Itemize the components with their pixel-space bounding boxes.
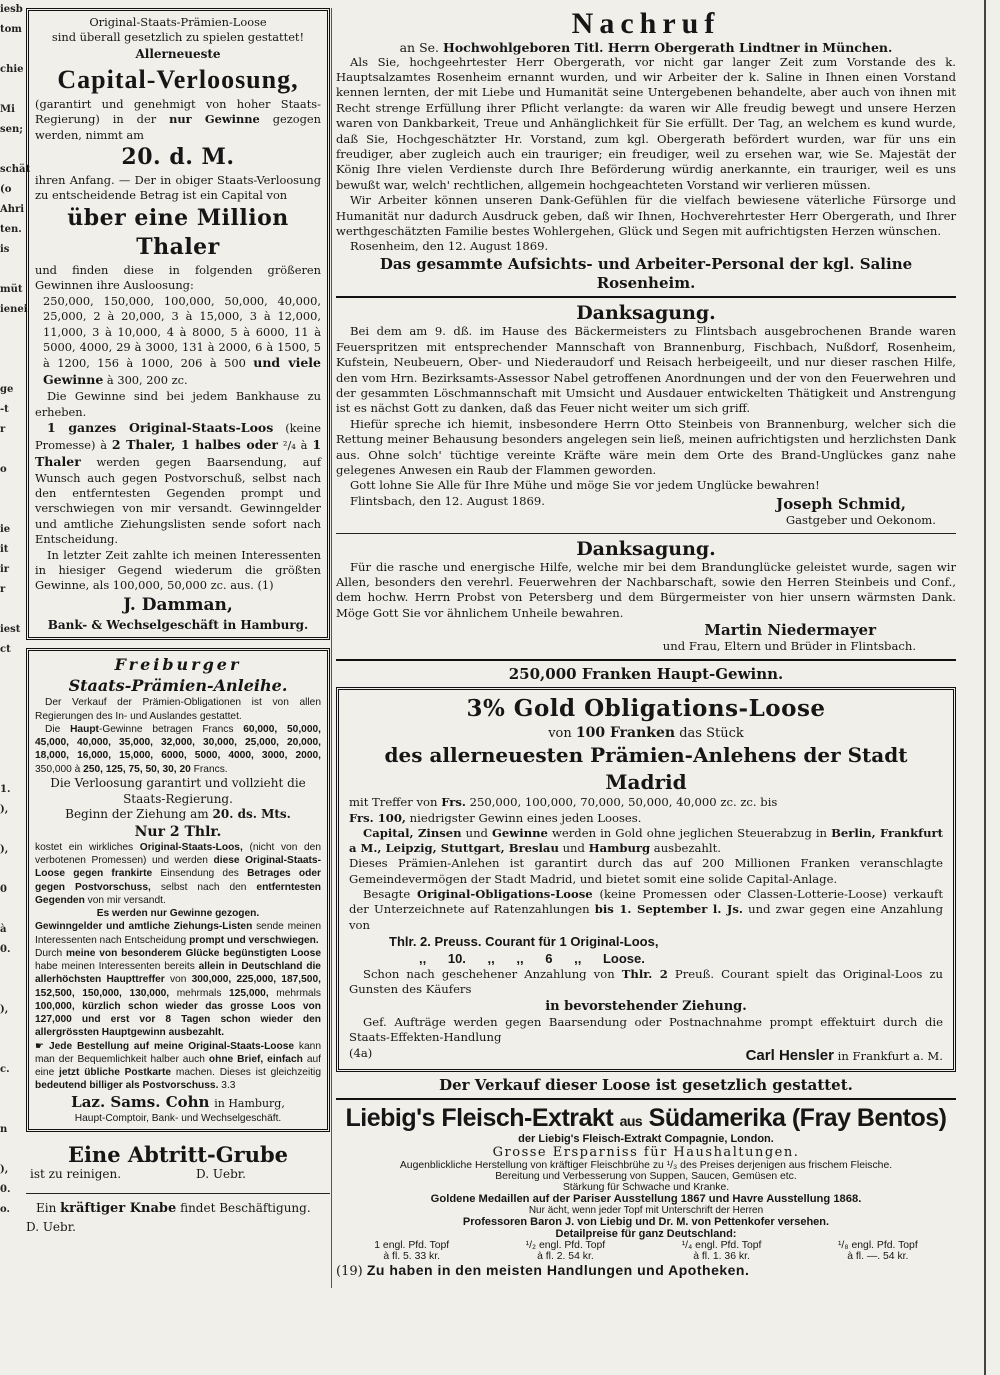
edge-fragment: 0. — [0, 1184, 11, 1195]
edge-fragment: sen; — [0, 124, 23, 135]
ad-text: Nur ächt, wenn jeder Topf mit Unterschrift der Herren — [528, 1205, 764, 1217]
edge-fragment: tom — [0, 24, 22, 35]
liebig-ad — [336, 1104, 956, 1279]
edge-fragment: r — [0, 424, 6, 435]
edge-fragment: ten. — [0, 224, 22, 235]
notice-signature-sub: Gastgeber und Oekonom. — [785, 513, 936, 528]
edge-fragment: ct — [0, 644, 11, 655]
nachruf-notice — [336, 8, 956, 298]
edge-fragment — [0, 260, 24, 280]
ad-text: Gewinngelder und amtliche Ziehungs-Listen sende meinen Interessenten nach Entscheidung prompt und verschwiegen. — [35, 921, 321, 946]
edge-fragment: o — [0, 464, 7, 475]
ad-text: Detailpreise für ganz Deutschland: — [555, 1228, 737, 1241]
price-item: ¹/₂ engl. Pfd. Topf à fl. 2. 54 kr. — [525, 1240, 606, 1263]
ad-text: Capital, Zinsen und Gewinne werden in Gold ohne jeglichen Steuerabzug in Berlin, Frankfurt a M., Leipzig, Stuttgart, Breslau und Hamburg ausbezahlt. — [349, 825, 944, 856]
ad-signature-sub: Bank- & Wechselgeschäft in Hamburg. — [47, 617, 309, 632]
price-item: 1 engl. Pfd. Topf à fl. 5. 33 kr. — [374, 1240, 450, 1263]
edge-fragment — [0, 1140, 24, 1160]
ad-price-line: Thlr. 2. Preuss. Courant für 1 Original-Loos, — [389, 933, 659, 949]
edge-fragment: iesb — [0, 4, 23, 15]
edge-fragment: müt — [0, 284, 23, 295]
edge-fragment — [0, 760, 24, 780]
edge-fragment: it — [0, 544, 9, 555]
ad-text: D. Uebr. — [26, 1219, 76, 1234]
ad-text: Goldene Medaillen auf der Pariser Ausstellung 1867 und Havre Ausstellung 1868. — [430, 1193, 862, 1206]
danksagung-schmid — [336, 302, 956, 533]
edge-fragment — [0, 900, 24, 920]
edge-fragment — [0, 360, 24, 380]
edge-fragment: à — [0, 924, 7, 935]
ad-text: und finden diese in folgenden größeren Gewinnen ihre Ausloosung: — [35, 263, 321, 293]
ad-heading-line: Original-Staats-Prämien-Loose — [89, 15, 267, 29]
notice-title: Danksagung. — [576, 537, 716, 560]
edge-fragment: chie — [0, 64, 24, 75]
edge-fragment — [0, 1020, 24, 1040]
ad-text: ☛ Jede Bestellung auf meine Original-Staats-Loose kann man der Bequemlichkeit halber auch ohne Brief, einfach auf eine jetzt übliche Postkarte machen. Dieses ist gleichzeitig bedeutend billiger als Postvorschuss. 3.3 — [35, 1040, 321, 1092]
edge-fragment — [0, 340, 24, 360]
notice-title: Danksagung. — [576, 302, 716, 325]
edge-fragment: ), — [0, 844, 9, 855]
edge-fragment: iest — [0, 624, 21, 635]
ad-text: in bevorstehender Ziehung. — [545, 998, 747, 1014]
ad-text: Augenblickliche Herstellung von kräftiger Fleischbrühe zu ¹/₃ des Preises derjenigen aus frischem Fleische. — [399, 1160, 893, 1172]
edge-fragment — [0, 1080, 24, 1100]
ad-text: Bereitung und Verbesserung von Suppen, Saucen, Gemüsen etc. — [495, 1171, 797, 1183]
ad-text: Die Gewinne sind bei jedem Bankhause zu erheben. — [35, 389, 321, 419]
ad-text: In letzter Zeit zahlte ich meinen Interessenten in hiesiger Gegend wiederum die größten Gewinne, als 100,000, 50,000 zc. aus. (1) — [35, 547, 321, 593]
danksagung-niedermayer — [336, 538, 956, 655]
ad-text: (garantirt und genehmigt von hoher Staats-Regierung) in der nur Gewinne gezogen werden, nimmt am — [35, 97, 321, 142]
ad-text: Die Verloosung garantirt und vollzieht die Staats-Regierung. — [50, 775, 306, 806]
divider — [336, 1098, 956, 1100]
notice-body: Für die rasche und energische Hilfe, welche mir bei dem Brandunglücke geleistet wurde, sagen wir Allen, besonders den verehrl. Feuerwehren der Nachbarschaft, sowie den Herren Steinbeis und Conf., dem hochw. Herrn Probst von Petersberg und dem Bürgermeister von hier unsern wärmsten Dank. Möge Gott Sie vor ähnlichem Unheile bewahren. — [336, 559, 956, 620]
ad-title: Eine Abtritt-Grube — [67, 1142, 289, 1168]
pointing-hand-icon: ☛ — [35, 1040, 45, 1052]
edge-fragment — [0, 440, 24, 460]
edge-fragment: schät — [0, 164, 31, 175]
edge-fragment: ), — [0, 1164, 9, 1175]
notice-date: Flintsbach, den 12. August 1869. — [350, 493, 545, 508]
left-column — [26, 8, 330, 1235]
abtritt-ad — [26, 1142, 330, 1194]
ad-kicker: Allerneueste — [135, 46, 221, 61]
divider — [336, 296, 956, 298]
edge-fragment: -t — [0, 404, 9, 415]
edge-fragment: c. — [0, 1064, 10, 1075]
ad-title: 3% Gold Obligations-Loose — [466, 694, 826, 722]
edge-fragment — [0, 40, 24, 60]
ad-title: Liebig's Fleisch-Extrakt aus Südamerika (Fray Bentos) — [345, 1104, 947, 1133]
edge-fragment — [0, 960, 24, 980]
notice-signature: Das gesammte Aufsichts- und Arbeiter-Personal der kgl. Saline Rosenheim. — [379, 254, 913, 292]
ad-text: Grosse Ersparniss für Haushaltungen. — [492, 1145, 800, 1161]
ad-headline: über eine Million Thaler — [67, 204, 289, 261]
notice-body: Bei dem am 9. dß. im Hause des Bäckermeisters zu Flintsbach ausgebrochenen Brande waren Feuerspritzen mit entsprechender Mannschaft von Brannenburg, Fischbach, Nußdorf, Rosenheim, Kufstein, Neubeuern, Ober- und Niederaudorf und Reisach herbeigeeilt, und nur dieser raschen Hilfe, den vom Hrn. Bezirksamts-Assessor Nabel getroffenen Anordnungen und der von den Feuerwehren und der gesammten Löschmannschaft mit Umsicht und Ausdauer entwickelten Thätigkeit und Anstrengung ist es nächst Gott zu danken, daß das Feuer nicht weiter um sich griff. — [336, 324, 956, 416]
notice-body: Hiefür spreche ich hiemit, insbesondere Herrn Otto Steinbeis von Brannenburg, welcher sich die Rettung meiner Behausung besonders angelegen sein ließ, meinen aufrichtigsten und herzlichsten Dank aus. Ohne solch' tüchtige vereinte Kräfte wäre mein dem Orte des Brand-Unglückes ganz nahe gelegenes Anwesen ein Raub der Flammen geworden. — [336, 416, 956, 477]
edge-fragment: r — [0, 584, 6, 595]
ad-text: Schon nach geschehener Anzahlung von Thlr. 2 Preuß. Courant spielt das Original-Loos zu Gunsten des Käufers — [349, 967, 943, 997]
edge-fragment — [0, 600, 24, 620]
notice-title: Nachruf — [571, 7, 721, 40]
ad-text: Durch meine von besonderem Glücke begünstigten Loose habe meinen Interessenten bereits allein in Deutschland die allerhöchsten Haupttreffer von 300,000, 225,000, 187,500, 152,500, 150,000, 130,000, mehrmals 125,000, mehrmals 100,000, kürzlich schon wieder das grosse Loos von 127,000 und erst vor 8 Tagen schon wieder den allergrössten Hauptgewinn ausbezahlt. — [35, 947, 321, 1039]
notice-subtitle: an Se. Hochwohlgeboren Titl. Herrn Obergerath Lindtner in München. — [399, 39, 893, 55]
edge-fragment — [0, 860, 24, 880]
edge-fragment: 1. — [0, 784, 11, 795]
edge-fragment — [0, 720, 24, 740]
ad-text: Ein kräftiger Knabe findet Beschäftigung. — [36, 1201, 311, 1217]
edge-fragment — [0, 140, 24, 160]
ad-signature: Laz. Sams. Cohn in Hamburg, — [71, 1092, 285, 1111]
price-item: ¹/₄ engl. Pfd. Topf à fl. 1. 36 kr. — [681, 1240, 762, 1263]
edge-fragment — [0, 1040, 24, 1060]
ad-text: Professoren Baron J. von Liebig und Dr. M. von Pettenkofer versehen. — [462, 1216, 830, 1229]
divider — [336, 533, 956, 534]
price-item: ¹/₈ engl. Pfd. Topf à fl. —. 54 kr. — [837, 1240, 918, 1263]
edge-fragment — [0, 680, 24, 700]
ad-signature: J. Damman, — [123, 594, 233, 615]
ad-text: Es werden nur Gewinne gezogen. — [96, 908, 260, 920]
notice-signature: Martin Niedermayer — [704, 621, 876, 640]
edge-fragment — [0, 320, 24, 340]
edge-fragment: 0 — [0, 884, 7, 895]
ad-text: der Liebig's Fleisch-Extrakt Compagnie, London. — [518, 1133, 774, 1146]
edge-fragment — [0, 500, 24, 520]
edge-fragment — [0, 740, 24, 760]
ad-title: Freiburger — [114, 654, 242, 674]
prize-list: 250,000, 150,000, 100,000, 50,000, 40,000, 25,000, 2 à 20,000, 3 à 15,000, 3 à 12,000, 11,000, 3 à 10,000, 4 à 8000, 5 à 6000, 11 à 5000, 4000, 29 à 3000, 131 à 2000, 6 à 1500, 5 à 1200, 156 à 1000, 206 à 500 und viele Gewinne à 300, 200 zc. — [43, 293, 321, 388]
madrid-bottom-banner: Der Verkauf dieser Loose ist gesetzlich gestattet. — [439, 1076, 853, 1095]
edge-fragment: 0. — [0, 944, 11, 955]
edge-fragment: ienei — [0, 304, 28, 315]
edge-fragment — [0, 700, 24, 720]
column-separator — [331, 8, 332, 1288]
notice-date: Rosenheim, den 12. August 1869. — [350, 239, 549, 254]
ad-price: Nur 2 Thlr. — [134, 823, 222, 840]
edge-fragment: ), — [0, 1004, 9, 1015]
edge-fragment: o. — [0, 1204, 10, 1215]
ad-subheading: sind überall gesetzlich zu spielen gestattet! — [51, 30, 305, 45]
notice-body: Als Sie, hochgeehrtester Herr Obergerath, vor nicht gar langer Zeit zum Vorstande des k. Hauptsalzamtes Rosenheim ernannt wurden, und wir Arbeiter der k. Saline in Ihnen einen Vorstand kennen lernten, der mit Liebe und Humanität seine Untergebenen behandelte, aber auch von ihnen mit Recht strenge Erfüllung ihrer Pflicht verlangte: da waren wir Alle freudig bewegt und unsere Herzen waren von Dankbarkeit, Treue und Anhänglichkeit für Sie erfüllt. Der Tag, an welchem es kund wurde, daß Sie, Hochgeschätzter Hr. Vorstand, zum kgl. Obergerath befördert wurden, war für uns ein freudiger, aber zugleich auch ein trauriger; ein freudiger, weil zu ersehen war, wie Se. Majestät der König Ihre vielen Verdienste durch Ihre Beförderung würdig anerkannte, ein trauriger, weil es uns bewußt war, welch' rechtlichen, allgemein hochgeachteten Vorstand wir verlieren müssen. — [336, 54, 956, 192]
ad-text: Der Verkauf der Prämien-Obligationen ist von allen Regierungen des In- und Auslandes gestattet. — [35, 697, 321, 722]
edge-fragment: Ahri — [0, 204, 25, 215]
ad-text: Frs. 100, niedrigster Gewinn eines jeden Looses. — [349, 810, 642, 825]
ad-title: des allerneuesten Prämien-Anlehens der Stadt Madrid — [384, 743, 908, 794]
edge-fragment: ge — [0, 384, 14, 395]
ad-price-line: ,, 10. ,, ,, 6 ,, Loose. — [419, 951, 645, 967]
edge-fragment — [0, 480, 24, 500]
divider — [26, 1193, 330, 1194]
edge-fragment: ie — [0, 524, 11, 535]
edge-fragment: ir — [0, 564, 10, 575]
ad-text: Dieses Prämien-Anlehen ist garantirt durch das auf 200 Millionen Franken veranschlagte Gemeindevermögen der Stadt Madrid, und bietet somit eine solide Capital-Anlage. — [349, 856, 943, 886]
ad-text: ihren Anfang. — Der in obiger Staats-Verloosung zu entscheidende Betrag ist ein Capital von — [35, 172, 321, 203]
ad-title: Capital-Verloosung, — [57, 64, 299, 94]
left-edge-fragments — [0, 0, 31, 1375]
ad-text: Gef. Aufträge werden gegen Baarsendung oder Postnachnahme prompt effektuirt durch die Staats-Effekten-Handlung — [349, 1014, 943, 1045]
notice-signature-sub: und Frau, Eltern und Brüder in Flintsbach. — [662, 639, 916, 654]
ad-subtitle: von 100 Franken das Stück — [548, 724, 744, 741]
cohn-lottery-ad — [26, 648, 330, 1133]
divider — [336, 659, 956, 661]
notice-body: Gott lohne Sie Alle für Ihre Mühe und möge Sie vor jedem Unglücke bewahren! — [350, 478, 820, 493]
damman-lottery-ad — [26, 8, 330, 640]
ad-date: 20. d. M. — [121, 144, 235, 171]
notice-signature: Joseph Schmid, — [776, 495, 906, 514]
ad-text: Stärkung für Schwache und Kranke. — [562, 1182, 730, 1194]
ad-text: kostet ein wirkliches Original-Staats-Loos, (nicht von den verbotenen Promessen) und werden diese Original-Staats-Loose gegen frankirte Einsendung des Betrages oder gegen Postvorschuss, selbst nach den entferntesten Gegenden von mir versandt. — [35, 841, 321, 906]
edge-fragment — [0, 1100, 24, 1120]
edge-fragment: Mi — [0, 104, 15, 115]
edge-fragment — [0, 820, 24, 840]
ad-text: 1 ganzes Original-Staats-Loos (keine Promesse) à 2 Thaler, 1 halbes oder ²/₄ à 1 Thaler werden gegen Baarsendung, auf Wunsch auch gegen Postvorschuß, selbst nach den entferntesten Gegenden prompt und verschwiegen von mir versandt. Gewinngelder und amtliche Ziehungslisten sende sofort nach Entscheidung. — [35, 419, 322, 547]
madrid-lottery-ad — [336, 687, 956, 1073]
ad-text: mit Treffer von Frs. 250,000, 100,000, 70,000, 50,000, 40,000 zc. zc. bis — [349, 795, 778, 810]
ad-footer: (19) Zu haben in den meisten Handlungen und Apotheken. — [336, 1262, 750, 1280]
ad-title: Staats-Prämien-Anleihe. — [68, 675, 288, 695]
edge-fragment — [0, 660, 24, 680]
ad-signature-sub: Haupt-Comptoir, Bank- und Wechselgeschäft. — [74, 1113, 282, 1125]
right-column — [336, 8, 956, 1279]
ad-signature-row: (4a) Carl Hensler in Frankfurt a. M. — [349, 1045, 943, 1064]
edge-fragment: n — [0, 1124, 8, 1135]
price-table — [336, 1240, 956, 1262]
knabe-ad — [26, 1200, 330, 1235]
ad-text: Besagte Original-Obligations-Loose (keine Promessen oder Classen-Lotterie-Loose) verkauft der Unterzeichnete auf Ratenzahlungen bis 1. September l. Js. und zwar gegen eine Anzahlung von — [349, 886, 944, 932]
edge-fragment: ), — [0, 804, 9, 815]
ad-text: Die Haupt-Gewinne betragen Francs 60,000, 50,000, 45,000, 40,000, 35,000, 32,000, 30,000, 25,000, 20,000, 18,000, 16,000, 15,000, 6000, 5000, 4000, 3000, 2000, 350,000 à 250, 125, 75, 50, 30, 20 Francs. — [35, 723, 321, 775]
page-border — [984, 0, 986, 1375]
edge-fragment: is — [0, 244, 10, 255]
madrid-top-banner: 250,000 Franken Haupt-Gewinn. — [508, 664, 784, 683]
edge-fragment — [0, 80, 24, 100]
ad-text: Beginn der Ziehung am 20. ds. Mts. — [65, 807, 291, 822]
ad-text: ist zu reinigen. D. Uebr. — [30, 1167, 246, 1182]
edge-fragment: (o — [0, 184, 12, 195]
notice-body: Wir Arbeiter können unseren Dank-Gefühlen für die vielfach bewiesene väterliche Fürsorge und Humanität nur dadurch Ausdruck geben, daß wir Ihnen, Hochverehrtester Herr Obergerath, und Ihrer werthgeschätzten Familie bestes Wohlergehen, Glück und Segen mit aufrichtigsten Herzen wünschen. — [336, 193, 956, 238]
edge-fragment — [0, 980, 24, 1000]
